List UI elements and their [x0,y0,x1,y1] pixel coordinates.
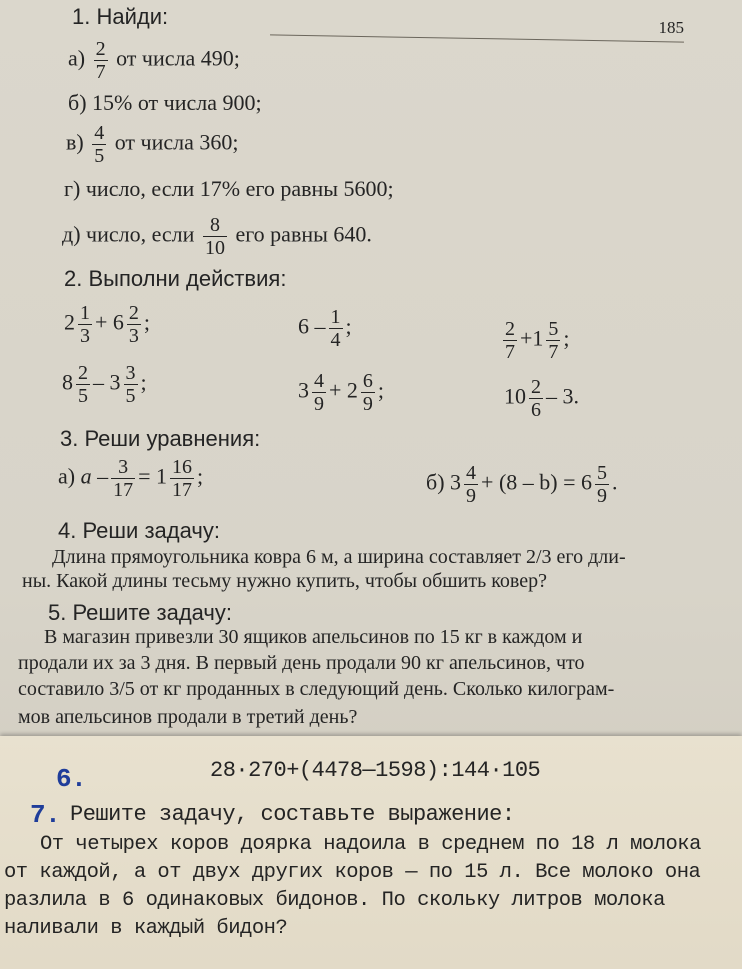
task1-heading: 1. Найди: [72,4,169,29]
task1-item-a: а) $\frac{2}{7}$ от числа 490; [68,38,240,83]
task2-expr-1: 2 $\frac{1}{3}$ + 6 $\frac{2}{3}$ ; [64,302,151,347]
task2-expr-5: 3 $\frac{4}{9}$ + 2 $\frac{6}{9}$ ; [298,370,385,415]
page-number: 185 [658,18,684,37]
task3-heading: 3. Реши уравнения: [60,426,261,451]
pasted-paper-strip [0,736,742,969]
task2-expr-3: $\frac{2}{7}$ +1 $\frac{5}{7}$ ; [505,318,570,363]
handwritten-number-7: 7. [30,800,61,830]
task6-expression: 28·270+(4478—1598):144·105 [210,758,541,783]
task3-equation-b: б) 3 $\frac{4}{9}$ + (8 – b) = 6 $\frac{5}{9}$ . [426,462,618,507]
fraction: $\frac{4}{5}$ [94,122,105,167]
task1-item-d: д) число, если $\frac{8}{10}$ его равны 640. [62,214,372,259]
task5-line-3: составило 3/5 от кг проданных в следующий день. Сколько килограм- [18,678,615,700]
handwritten-number-6: 6. [56,764,87,794]
task2-expr-6: 10 $\frac{2}{6}$ – 3. [504,376,579,421]
task1-item-b: б) 15% от числа 900; [68,90,262,115]
task5-line-4: мов апельсинов продали в третий день? [18,706,358,728]
task1-item-v: в) $\frac{4}{5}$ от числа 360; [66,122,239,167]
task7-heading: Решите задачу, составьте выражение: [70,802,515,827]
task1-item-g: г) число, если 17% его равны 5600; [64,176,394,201]
task7-line-1: От четырех коров доярка надоила в среднем по 18 л молока [40,833,701,856]
task7-line-4: наливали в каждый бидон? [4,917,288,940]
header-rule [270,34,684,42]
task2-expr-2: 6 – $\frac{1}{4}$ ; [298,306,352,351]
task2-heading: 2. Выполни действия: [64,266,287,291]
task5-line-1: В магазин привезли 30 ящиков апельсинов по 15 кг в каждом и [44,626,583,648]
fraction: $\frac{2}{7}$ [95,38,106,83]
task3-equation-a: а) a – $\frac{3}{17}$ = 1 $\frac{16}{17}$ ; [58,456,204,501]
task4-line-1: Длина прямоугольника ковра 6 м, а ширина составляет 2/3 его дли- [52,546,626,568]
task7-line-3: разлила в 6 одинаковых бидонов. По скольку литров молока [4,889,665,912]
task4-heading: 4. Реши задачу: [58,518,220,543]
task2-expr-4: 8 $\frac{2}{5}$ – 3 $\frac{3}{5}$ ; [62,362,147,407]
task5-heading: 5. Решите задачу: [48,600,233,625]
task4-line-2: ны. Какой длины тесьму нужно купить, чтобы обшить ковер? [22,570,547,592]
task7-line-2: от каждой, а от двух других коров — по 15 л. Все молоко она [4,861,701,884]
task5-line-2: продали их за 3 дня. В первый день продали 90 кг апельсинов, что [18,652,585,674]
fraction: $\frac{8}{10}$ [204,214,225,259]
